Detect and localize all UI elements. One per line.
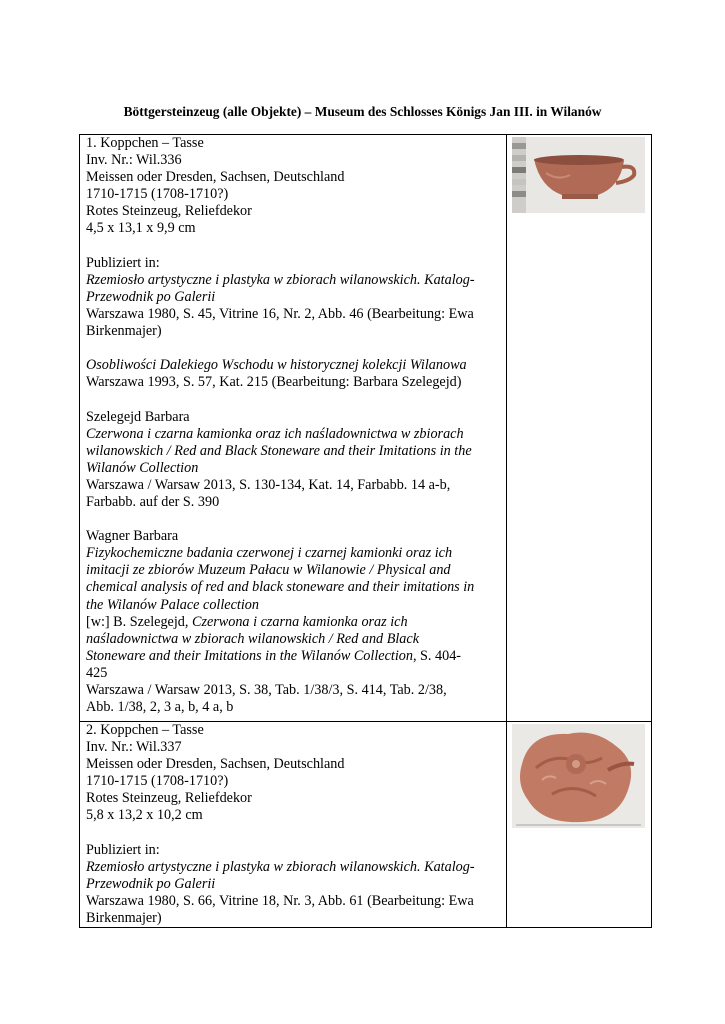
entry-image-cell [507, 135, 652, 722]
publication-reference: Warszawa 1980, S. 66, Vitrine 18, Nr. 3, Abb. 61 (Bearbeitung: Ewa [86, 892, 474, 909]
publication-reference: Birkenmajer) [86, 910, 162, 927]
publication-title: Przewodnik po Galerii [86, 875, 216, 892]
publication-title: the Wilanów Palace collection [86, 596, 259, 613]
table-row [80, 722, 652, 928]
publication-reference: Warszawa 1993, S. 57, Kat. 215 (Bearbeitung: Barbara Szelegejd) [86, 374, 462, 391]
origin: Meissen oder Dresden, Sachsen, Deutschland [86, 169, 345, 186]
leaf-cup-photo-icon [512, 724, 645, 828]
publication-author: Wagner Barbara [86, 528, 179, 545]
publication-title: wilanowskich / Red and Black Stoneware and their Imitations in the [86, 442, 472, 459]
in-pages: , S. 404- [412, 647, 462, 664]
cup-photo-icon [512, 137, 645, 213]
publication-reference: Abb. 1/38, 2, 3 a, b, 4 a, b [86, 699, 234, 716]
entry-description [80, 135, 507, 722]
in-prefix: [w:] B. Szelegejd, [86, 613, 192, 630]
material: Rotes Steinzeug, Reliefdekor [86, 203, 252, 220]
inventory-number: Inv. Nr.: Wil.337 [86, 739, 182, 756]
publication-reference: Warszawa / Warsaw 2013, S. 38, Tab. 1/38/3, S. 414, Tab. 2/38, [86, 682, 447, 698]
catalog-table [79, 134, 652, 928]
entry-heading: 1. Koppchen – Tasse [86, 135, 204, 151]
publication-title: Fizykochemiczne badania czerwonej i czarnej kamionki oraz ich [86, 545, 453, 562]
table-row [80, 135, 652, 722]
page-title: Böttgersteinzeug (alle Objekte) – Museum des Schlosses Königs Jan III. in Wilanów [123, 104, 602, 119]
inventory-number: Inv. Nr.: Wil.336 [86, 152, 182, 169]
publication-reference: Warszawa / Warsaw 2013, S. 130-134, Kat. 14, Farbabb. 14 a-b, [86, 476, 451, 493]
publication-in-line [86, 648, 500, 665]
publication-title: Czerwona i czarna kamionka oraz ich naśladownictwa w zbiorach [86, 425, 464, 442]
in-pages-end: 425 [86, 664, 108, 681]
publication-reference: Warszawa 1980, S. 45, Vitrine 16, Nr. 2, Abb. 46 (Bearbeitung: Ewa [86, 305, 474, 322]
date: 1710-1715 (1708-1710?) [86, 773, 229, 790]
date: 1710-1715 (1708-1710?) [86, 186, 229, 203]
publication-title: imitacji ze zbiorów Muzeum Pałacu w Wilanowie / Physical and [86, 562, 451, 579]
in-title: Stoneware and their Imitations in the Wilanów Collection [86, 647, 413, 664]
entry-description [80, 722, 507, 928]
material: Rotes Steinzeug, Reliefdekor [86, 790, 252, 807]
origin: Meissen oder Dresden, Sachsen, Deutschland [86, 756, 345, 773]
entry-image-cell [507, 722, 652, 928]
dimensions: 4,5 x 13,1 x 9,9 cm [86, 220, 196, 237]
dimensions: 5,8 x 13,2 x 10,2 cm [86, 807, 203, 824]
entry-heading: 2. Koppchen – Tasse [86, 722, 204, 738]
publication-title: Rzemiosło artystyczne i plastyka w zbiorach wilanowskich. Katalog- [86, 858, 475, 875]
publication-title: Rzemiosło artystyczne i plastyka w zbiorach wilanowskich. Katalog- [86, 271, 475, 288]
published-label: Publiziert in: [86, 841, 160, 858]
publication-title: chemical analysis of red and black stoneware and their imitations in [86, 579, 475, 596]
publication-reference: Farbabb. auf der S. 390 [86, 493, 220, 510]
publication-title: Przewodnik po Galerii [86, 288, 216, 305]
publication-in-line [86, 614, 500, 631]
publication-reference: Birkenmajer) [86, 323, 162, 340]
published-label: Publiziert in: [86, 254, 160, 271]
in-title: naśladownictwa w zbiorach wilanowskich / Red and Black [86, 630, 419, 647]
publication-title: Wilanów Collection [86, 459, 199, 476]
publication-author: Szelegejd Barbara [86, 408, 190, 425]
publication-title: Osobliwości Dalekiego Wschodu w historycznej kolekcji Wilanowa [86, 357, 467, 374]
in-title: Czerwona i czarna kamionka oraz ich [191, 613, 408, 630]
